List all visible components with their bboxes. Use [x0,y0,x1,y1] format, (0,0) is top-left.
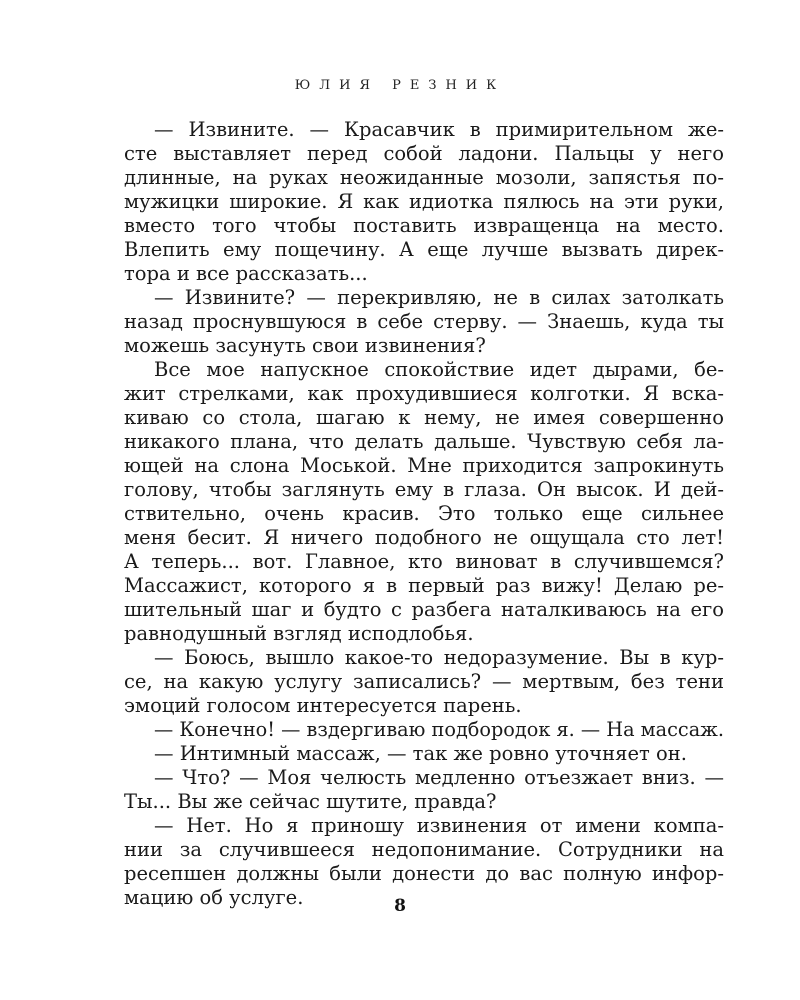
body-text [124,118,724,910]
text-line: — Извините. — Красавчик в примирительном же- [154,118,724,141]
text-line: Ты... Вы же сейчас шутите, правда? [124,790,497,813]
text-line: — Боюсь, вышло какое-то недоразумение. Вы в кур- [154,646,724,669]
text-line: А теперь... вот. Главное, кто виноват в случившемся? [124,550,724,573]
text-line: меня бесит. Я ничего подобного не ощущала сто лет! [124,526,724,549]
running-header-author: ЮЛИЯ РЕЗНИК [294,78,506,93]
text-line: длинные, на руках неожиданные мозоли, запястья по- [124,166,724,189]
text-line: эмоций голосом интересуется парень. [124,694,522,717]
text-line: сте выставляет перед собой ладони. Пальцы у него [124,142,724,165]
text-line: шительный шаг и будто с разбега наталкиваюсь на его [124,598,724,621]
text-line: назад проснувшуюся в себе стерву. — Знаешь, куда ты [124,310,724,333]
text-line: ресепшен должны были донести до вас полную инфор- [124,862,724,885]
text-line: нии за случившееся недопонимание. Сотрудники на [124,838,724,861]
text-line: Влепить ему пощечину. А еще лучше вызвать дирек- [124,238,724,261]
text-line: — Что? — Моя челюсть медленно отъезжает вниз. — [154,766,724,789]
text-line: — Конечно! — вздергиваю подбородок я. — На массаж. [154,718,724,741]
text-line: ющей на слона Моськой. Мне приходится запрокинуть [124,454,724,477]
text-line: можешь засунуть свои извинения? [124,334,486,357]
text-line: жит стрелками, как прохудившиеся колготки. Я вска- [124,382,724,405]
text-line: киваю со стола, шагаю к нему, не имея совершенно [124,406,724,429]
text-line: вместо того чтобы поставить извращенца на место. [124,214,724,237]
text-line: мужицки широкие. Я как идиотка пялюсь на эти руки, [124,190,724,213]
text-line: тора и все рассказать... [124,262,368,285]
text-line: — Извините? — перекривляю, не в силах затолкать [154,286,724,309]
text-line: никакого плана, что делать дальше. Чувствую себя ла- [124,430,724,453]
text-line: равнодушный взгляд исподлобья. [124,622,474,645]
text-line: Все мое напускное спокойствие идет дырами, бе- [154,358,724,381]
text-line: — Интимный массаж, — так же ровно уточняет он. [154,742,687,765]
text-line: — Нет. Но я приношу извинения от имени компа- [154,814,724,837]
text-line: голову, чтобы заглянуть ему в глаза. Он высок. И дей- [124,478,724,501]
page-number: 8 [394,896,406,916]
text-line: се, на какую услугу записались? — мертвым, без тени [124,670,724,693]
text-line: ствительно, очень красив. Это только еще сильнее [124,502,724,525]
text-line: мацию об услуге. [124,886,304,909]
text-line: Массажист, которого я в первый раз вижу! Делаю ре- [124,574,724,597]
